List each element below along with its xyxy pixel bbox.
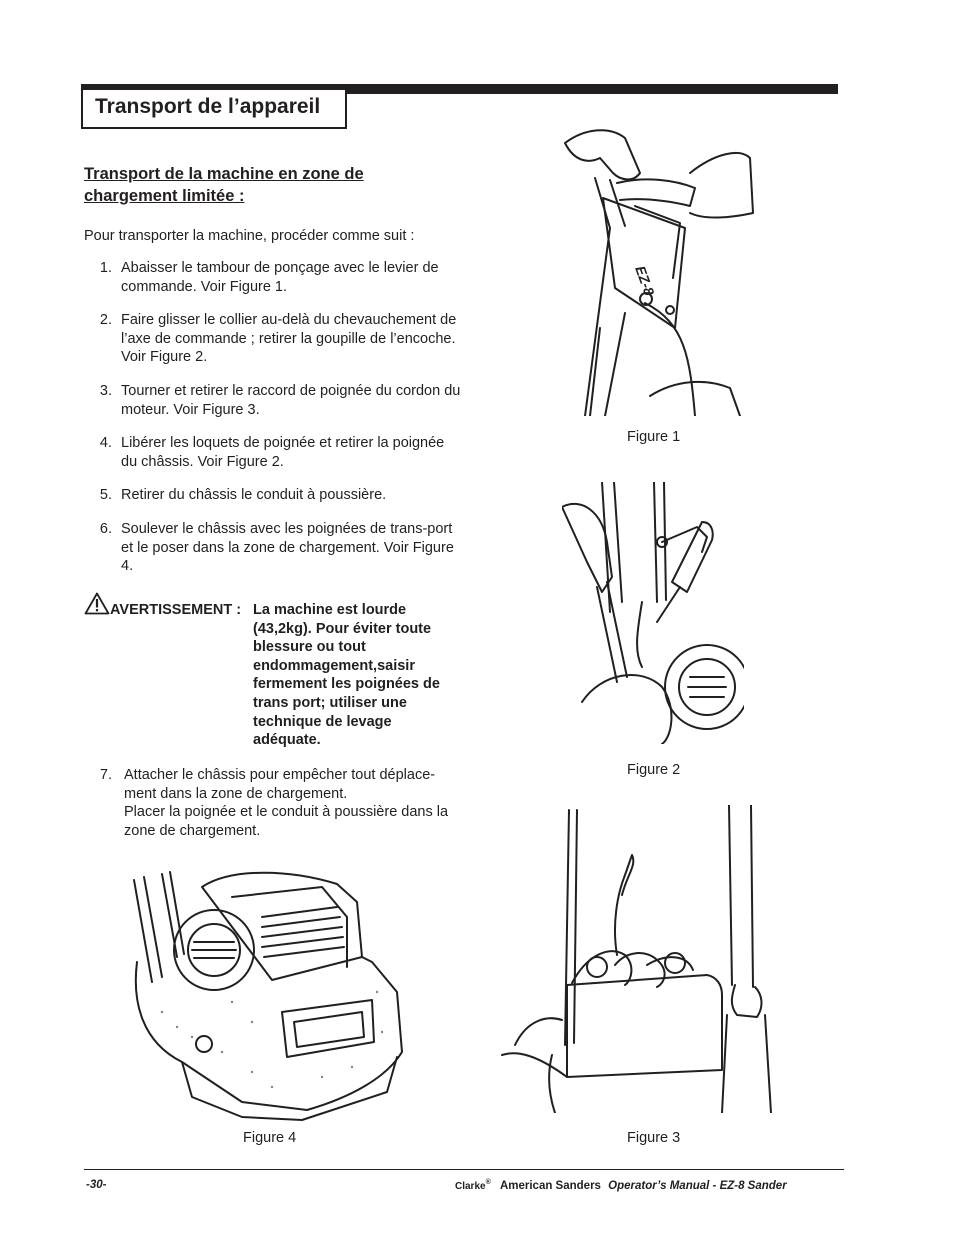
footer-rule	[84, 1169, 844, 1170]
step-item	[84, 382, 464, 419]
step-text: Tourner et retirer le raccord de poignée du cordon du moteur. Voir Figure 3.	[121, 382, 461, 418]
step-item	[84, 259, 464, 296]
figure-2-illustration	[562, 482, 744, 744]
footer	[455, 1179, 787, 1192]
step-text: Attacher le châssis pour empêcher tout déplace-ment dans la zone de chargement.	[124, 767, 436, 802]
footer-manual-title: Operator’s Manual - EZ-8 Sander	[608, 1179, 787, 1192]
step-item	[84, 434, 464, 471]
footer-company: American Sanders	[499, 1179, 601, 1192]
figure-1-caption: Figure 1	[627, 429, 681, 445]
step-text: Libérer les loquets de poignée et retirer la poignée du châssis. Voir Figure 2.	[121, 435, 445, 470]
step-item	[84, 520, 464, 576]
step-text: Retirer du châssis le conduit à poussière.	[121, 487, 387, 504]
figure-3-illustration	[497, 805, 791, 1113]
step-number: 1.	[99, 260, 112, 276]
step-number: 7.	[99, 767, 112, 783]
figure-4-illustration	[122, 862, 408, 1122]
step-text: Placer la poignée et le conduit à poussière dans la zone de chargement.	[124, 804, 449, 839]
warning-label: AVERTISSEMENT :	[110, 602, 242, 618]
figure-3-caption: Figure 3	[627, 1130, 681, 1146]
warning-text: La machine est lourde (43,2kg). Pour éviter toute blessure ou tout endommagement,saisir fermement les poignées de trans port; utiliser une technique de levage adéquate.	[253, 602, 440, 749]
intro-text: Pour transporter la machine, procéder comme suit :	[84, 228, 415, 244]
figure-1-illustration	[555, 118, 755, 416]
figure-2-caption: Figure 2	[627, 762, 681, 778]
subheading: Transport de la machine en zone de chargement limitée :	[84, 165, 364, 205]
step-text: Faire glisser le collier au-delà du chevauchement de l’axe de commande ; retirer la goupille de l’encoche. Voir Figure 2.	[121, 312, 457, 366]
footer-brand: Clarke	[455, 1180, 486, 1192]
step-text: Soulever le châssis avec les poignées de trans-port et le poser dans la zone de chargement. Voir Figure 4.	[121, 520, 454, 575]
step-number: 2.	[99, 312, 112, 329]
section-title: Transport de l’appareil	[95, 95, 321, 118]
steps-list	[84, 259, 464, 591]
step-number: 5.	[99, 487, 112, 504]
step-item	[84, 486, 464, 505]
step-item-7	[84, 766, 464, 840]
figure-4-caption: Figure 4	[243, 1130, 297, 1146]
step-number: 4.	[99, 435, 112, 452]
registered-mark: ®	[485, 1179, 491, 1186]
ez8-label: EZ-8	[632, 263, 658, 298]
warning-triangle-icon	[84, 592, 110, 615]
step-item	[84, 311, 464, 367]
step-number: 3.	[99, 382, 112, 399]
section-header	[81, 90, 347, 129]
step-number: 6.	[99, 520, 112, 537]
page-number: -30-	[86, 1179, 107, 1191]
step-text: Abaisser le tambour de ponçage avec le levier de commande. Voir Figure 1.	[121, 260, 439, 295]
